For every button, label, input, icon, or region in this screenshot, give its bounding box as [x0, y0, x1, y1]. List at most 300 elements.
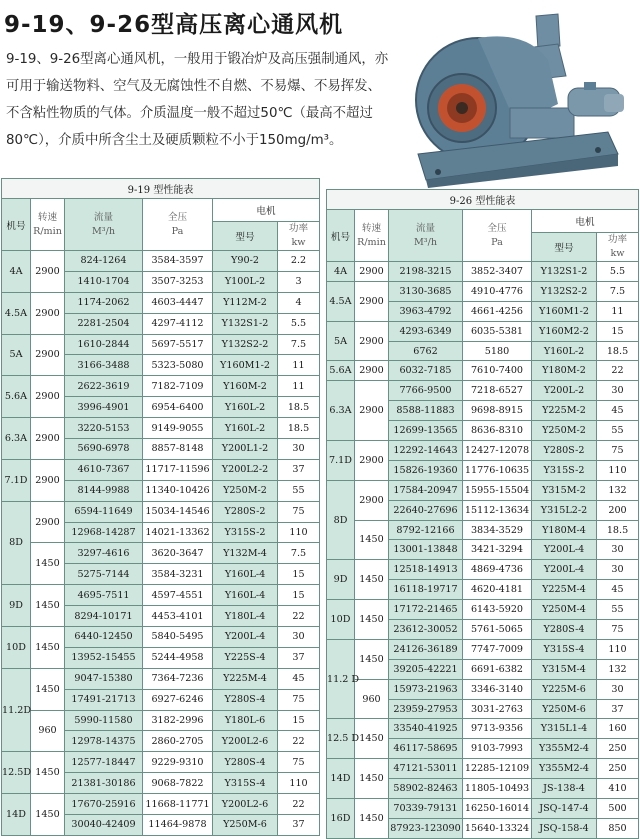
pressure-cell: 6954-6400 — [143, 397, 213, 418]
header-motor: 电机 — [532, 210, 639, 233]
power-cell: 55 — [597, 600, 639, 620]
pressure-cell: 6035-5381 — [463, 321, 532, 341]
model-cell: 4.5A — [327, 281, 355, 321]
speed-cell: 1450 — [355, 759, 389, 799]
pressure-cell: 5323-5080 — [143, 355, 213, 376]
header-model: 机号 — [327, 210, 355, 262]
header-flow: 流量 M³/h — [65, 199, 143, 251]
table-row — [327, 381, 639, 401]
pressure-cell: 8636-8310 — [463, 421, 532, 441]
table-row — [327, 679, 639, 699]
model-cell: 4A — [2, 251, 31, 293]
motor-model-cell: Y200L2-6 — [213, 794, 278, 815]
pressure-cell: 11340-10426 — [143, 480, 213, 501]
power-cell: 850 — [597, 818, 639, 838]
table-row — [2, 794, 320, 815]
motor-model-cell: Y200L-4 — [213, 627, 278, 648]
power-cell: 15 — [278, 710, 320, 731]
motor-model-cell: Y160L-2 — [213, 397, 278, 418]
header-motor-model: 型号 — [213, 222, 278, 251]
table-row — [327, 759, 639, 779]
table-row — [2, 501, 320, 522]
power-cell: 132 — [597, 659, 639, 679]
flow-cell: 824-1264 — [65, 251, 143, 272]
speed-cell: 1450 — [31, 752, 65, 794]
table-row — [2, 543, 320, 564]
pressure-cell: 5840-5495 — [143, 627, 213, 648]
power-cell: 15 — [597, 321, 639, 341]
motor-model-cell: Y200L-4 — [532, 560, 597, 580]
model-cell: 5.6A — [2, 376, 31, 418]
pressure-cell: 4620-4181 — [463, 580, 532, 600]
motor-model-cell: Y280S-4 — [213, 689, 278, 710]
table-caption: 9-26 型性能表 — [327, 190, 639, 210]
power-cell: 110 — [278, 522, 320, 543]
pressure-cell: 7364-7236 — [143, 668, 213, 689]
motor-model-cell: Y160L-4 — [213, 564, 278, 585]
power-cell: 45 — [597, 401, 639, 421]
speed-cell: 1450 — [355, 520, 389, 560]
model-cell: 7.1D — [327, 441, 355, 481]
speed-cell: 1450 — [355, 600, 389, 640]
power-cell: 30 — [597, 679, 639, 699]
speed-cell: 1450 — [31, 668, 65, 710]
flow-cell: 15826-19360 — [389, 460, 463, 480]
table-row — [2, 376, 320, 397]
flow-cell: 15973-21963 — [389, 679, 463, 699]
model-cell: 9D — [2, 585, 31, 627]
pressure-cell: 11464-9878 — [143, 815, 213, 836]
pressure-cell: 12427-12078 — [463, 441, 532, 461]
table-row — [327, 799, 639, 819]
table-caption: 9-19 型性能表 — [2, 179, 320, 199]
speed-cell: 2900 — [31, 501, 65, 543]
table-row — [2, 334, 320, 355]
table-row — [327, 719, 639, 739]
motor-model-cell: Y315S-4 — [213, 773, 278, 794]
speed-cell: 2900 — [355, 361, 389, 381]
power-cell: 7.5 — [278, 543, 320, 564]
model-cell: 10D — [327, 600, 355, 640]
speed-cell: 1450 — [31, 627, 65, 669]
speed-cell: 1450 — [355, 639, 389, 679]
header-motor: 电机 — [213, 199, 320, 222]
flow-cell: 4293-6349 — [389, 321, 463, 341]
flow-cell: 1610-2844 — [65, 334, 143, 355]
flow-cell: 17584-20947 — [389, 480, 463, 500]
model-cell: 8D — [2, 501, 31, 585]
motor-model-cell: Y180M-4 — [532, 520, 597, 540]
power-cell: 132 — [597, 480, 639, 500]
flow-cell: 5690-6978 — [65, 439, 143, 460]
power-cell: 37 — [278, 647, 320, 668]
table-row — [2, 292, 320, 313]
flow-cell: 3996-4901 — [65, 397, 143, 418]
pressure-cell: 7182-7109 — [143, 376, 213, 397]
power-cell: 22 — [278, 731, 320, 752]
speed-cell: 2900 — [355, 441, 389, 481]
motor-model-cell: Y315L2-2 — [532, 500, 597, 520]
flow-cell: 3963-4792 — [389, 301, 463, 321]
power-cell: 75 — [278, 752, 320, 773]
flow-cell: 24126-36189 — [389, 639, 463, 659]
speed-cell: 1450 — [355, 719, 389, 759]
flow-cell: 6762 — [389, 341, 463, 361]
pressure-cell: 16250-16014 — [463, 799, 532, 819]
pressure-cell: 3852-3407 — [463, 262, 532, 282]
motor-model-cell: Y160L-2 — [213, 418, 278, 439]
motor-model-cell: Y355M2-4 — [532, 739, 597, 759]
power-cell: 250 — [597, 759, 639, 779]
pressure-cell: 9149-9055 — [143, 418, 213, 439]
flow-cell: 70339-79131 — [389, 799, 463, 819]
flow-cell: 1174-2062 — [65, 292, 143, 313]
table-row — [2, 668, 320, 689]
flow-cell: 17172-21465 — [389, 600, 463, 620]
model-cell: 11.2 D — [327, 639, 355, 719]
power-cell: 5.5 — [597, 262, 639, 282]
pressure-cell: 5180 — [463, 341, 532, 361]
pressure-cell: 4453-4101 — [143, 606, 213, 627]
flow-cell: 46117-58695 — [389, 739, 463, 759]
flow-cell: 8588-11883 — [389, 401, 463, 421]
model-cell: 16D — [327, 799, 355, 839]
power-cell: 37 — [278, 815, 320, 836]
header-flow: 流量 M³/h — [389, 210, 463, 262]
power-cell: 55 — [278, 480, 320, 501]
speed-cell: 2900 — [31, 292, 65, 334]
flow-cell: 8294-10171 — [65, 606, 143, 627]
motor-model-cell: JSQ-158-4 — [532, 818, 597, 838]
table-row — [327, 361, 639, 381]
power-cell: 22 — [278, 794, 320, 815]
speed-cell: 1450 — [355, 799, 389, 839]
pressure-cell: 3584-3231 — [143, 564, 213, 585]
pressure-cell: 4661-4256 — [463, 301, 532, 321]
model-cell: 6.3A — [327, 381, 355, 441]
power-cell: 11 — [597, 301, 639, 321]
motor-model-cell: Y160M2-2 — [532, 321, 597, 341]
flow-cell: 3166-3488 — [65, 355, 143, 376]
power-cell: 7.5 — [278, 334, 320, 355]
pressure-cell: 11805-10493 — [463, 779, 532, 799]
flow-cell: 8792-12166 — [389, 520, 463, 540]
motor-model-cell: Y250M-4 — [532, 600, 597, 620]
flow-cell: 2198-3215 — [389, 262, 463, 282]
motor-model-cell: Y250M-2 — [532, 421, 597, 441]
table-row — [2, 459, 320, 480]
motor-model-cell: Y200L2-6 — [213, 731, 278, 752]
header-pressure: 全压 Pa — [463, 210, 532, 262]
motor-model-cell: Y132S2-2 — [213, 334, 278, 355]
pressure-cell: 5697-5517 — [143, 334, 213, 355]
motor-model-cell: Y280S-2 — [213, 501, 278, 522]
table-row — [327, 480, 639, 500]
speed-cell: 2900 — [355, 381, 389, 441]
pressure-cell: 9068-7822 — [143, 773, 213, 794]
power-cell: 37 — [278, 459, 320, 480]
speed-cell: 2900 — [31, 251, 65, 293]
flow-cell: 3130-3685 — [389, 281, 463, 301]
motor-model-cell: Y90-2 — [213, 251, 278, 272]
pressure-cell: 4297-4112 — [143, 313, 213, 334]
model-cell: 9D — [327, 560, 355, 600]
pressure-cell: 2860-2705 — [143, 731, 213, 752]
header-motor-model: 型号 — [532, 233, 597, 262]
power-cell: 55 — [597, 421, 639, 441]
model-cell: 11.2D — [2, 668, 31, 752]
flow-cell: 12292-14643 — [389, 441, 463, 461]
performance-table-9-19 — [1, 178, 320, 836]
speed-cell: 1450 — [31, 794, 65, 836]
motor-model-cell: Y132M-4 — [213, 543, 278, 564]
model-cell: 7.1D — [2, 459, 31, 501]
speed-cell: 960 — [355, 679, 389, 719]
motor-model-cell: Y160M1-2 — [532, 301, 597, 321]
pressure-cell: 3031-2763 — [463, 699, 532, 719]
power-cell: 11 — [278, 355, 320, 376]
power-cell: 18.5 — [278, 418, 320, 439]
pressure-cell: 9713-9356 — [463, 719, 532, 739]
power-cell: 45 — [597, 580, 639, 600]
table-row — [2, 710, 320, 731]
power-cell: 75 — [278, 689, 320, 710]
power-cell: 200 — [597, 500, 639, 520]
motor-model-cell: Y280S-4 — [532, 620, 597, 640]
flow-cell: 47121-53011 — [389, 759, 463, 779]
flow-cell: 6440-12450 — [65, 627, 143, 648]
motor-model-cell: Y180L-6 — [213, 710, 278, 731]
power-cell: 15 — [278, 564, 320, 585]
pressure-cell: 7747-7009 — [463, 639, 532, 659]
motor-model-cell: Y280S-4 — [213, 752, 278, 773]
table-row — [327, 639, 639, 659]
flow-cell: 12577-18447 — [65, 752, 143, 773]
flow-cell: 21381-30186 — [65, 773, 143, 794]
power-cell: 160 — [597, 719, 639, 739]
speed-cell: 2900 — [31, 418, 65, 460]
motor-model-cell: Y200L2-2 — [213, 459, 278, 480]
pressure-cell: 4603-4447 — [143, 292, 213, 313]
table-row — [2, 585, 320, 606]
power-cell: 4 — [278, 292, 320, 313]
model-cell: 6.3A — [2, 418, 31, 460]
motor-model-cell: Y250M-6 — [532, 699, 597, 719]
table-row — [2, 752, 320, 773]
table-row — [2, 251, 320, 272]
power-cell: 500 — [597, 799, 639, 819]
power-cell: 410 — [597, 779, 639, 799]
pressure-cell: 11776-10635 — [463, 460, 532, 480]
flow-cell: 22640-27696 — [389, 500, 463, 520]
pressure-cell: 3507-3253 — [143, 271, 213, 292]
pressure-cell: 5244-4958 — [143, 647, 213, 668]
pressure-cell: 4597-4551 — [143, 585, 213, 606]
motor-model-cell: Y250M-2 — [213, 480, 278, 501]
pressure-cell: 7610-7400 — [463, 361, 532, 381]
table-row — [327, 600, 639, 620]
table-row — [327, 262, 639, 282]
pressure-cell: 6691-6382 — [463, 659, 532, 679]
flow-cell: 7766-9500 — [389, 381, 463, 401]
pressure-cell: 15034-14546 — [143, 501, 213, 522]
model-cell: 8D — [327, 480, 355, 560]
model-cell: 10D — [2, 627, 31, 669]
motor-model-cell: Y200L-4 — [532, 540, 597, 560]
table-row — [327, 281, 639, 301]
centrifugal-fan-icon — [408, 4, 632, 188]
motor-model-cell: Y315M-2 — [532, 480, 597, 500]
motor-model-cell: Y280S-2 — [532, 441, 597, 461]
motor-model-cell: Y250M-6 — [213, 815, 278, 836]
motor-model-cell: Y225S-4 — [213, 647, 278, 668]
pressure-cell: 3346-3140 — [463, 679, 532, 699]
speed-cell: 2900 — [355, 262, 389, 282]
flow-cell: 5275-7144 — [65, 564, 143, 585]
motor-model-cell: Y160L-2 — [532, 341, 597, 361]
flow-cell: 4610-7367 — [65, 459, 143, 480]
motor-model-cell: Y132S1-2 — [532, 262, 597, 282]
flow-cell: 30040-42409 — [65, 815, 143, 836]
motor-model-cell: Y225M-2 — [532, 401, 597, 421]
pressure-cell: 5761-5065 — [463, 620, 532, 640]
flow-cell: 6032-7185 — [389, 361, 463, 381]
power-cell: 30 — [597, 381, 639, 401]
flow-cell: 39205-42221 — [389, 659, 463, 679]
table-row — [2, 418, 320, 439]
header-power: 功率 kw — [278, 222, 320, 251]
flow-cell: 16118-19717 — [389, 580, 463, 600]
pressure-cell: 9103-7993 — [463, 739, 532, 759]
speed-cell: 2900 — [355, 480, 389, 520]
flow-cell: 33540-41925 — [389, 719, 463, 739]
pressure-cell: 11717-11596 — [143, 459, 213, 480]
flow-cell: 9047-15380 — [65, 668, 143, 689]
pressure-cell: 15112-13634 — [463, 500, 532, 520]
motor-model-cell: Y180M-2 — [532, 361, 597, 381]
power-cell: 5.5 — [278, 313, 320, 334]
speed-cell: 2900 — [31, 334, 65, 376]
flow-cell: 3297-4616 — [65, 543, 143, 564]
pressure-cell: 8857-8148 — [143, 439, 213, 460]
flow-cell: 23959-27953 — [389, 699, 463, 719]
power-cell: 75 — [597, 620, 639, 640]
power-cell: 18.5 — [597, 341, 639, 361]
pressure-cell: 4869-4736 — [463, 560, 532, 580]
model-cell: 4A — [327, 262, 355, 282]
pressure-cell: 9698-8915 — [463, 401, 532, 421]
power-cell: 22 — [278, 606, 320, 627]
motor-model-cell: Y315L1-4 — [532, 719, 597, 739]
power-cell: 37 — [597, 699, 639, 719]
model-cell: 4.5A — [2, 292, 31, 334]
motor-model-cell: Y355M2-4 — [532, 759, 597, 779]
pressure-cell: 15640-13324 — [463, 818, 532, 838]
flow-cell: 23612-30052 — [389, 620, 463, 640]
model-cell: 14D — [327, 759, 355, 799]
power-cell: 15 — [278, 585, 320, 606]
flow-cell: 13952-15455 — [65, 647, 143, 668]
model-cell: 12.5 D — [327, 719, 355, 759]
motor-model-cell: Y315S-4 — [532, 639, 597, 659]
table-row — [327, 520, 639, 540]
table-row — [2, 627, 320, 648]
pressure-cell: 12285-12109 — [463, 759, 532, 779]
header-speed: 转速 R/min — [355, 210, 389, 262]
motor-model-cell: Y160M1-2 — [213, 355, 278, 376]
power-cell: 30 — [278, 627, 320, 648]
model-cell: 5.6A — [327, 361, 355, 381]
motor-model-cell: Y225M-4 — [213, 668, 278, 689]
pressure-cell: 6143-5920 — [463, 600, 532, 620]
pressure-cell: 7218-6527 — [463, 381, 532, 401]
power-cell: 18.5 — [597, 520, 639, 540]
motor-model-cell: Y200L1-2 — [213, 439, 278, 460]
motor-model-cell: Y315S-2 — [532, 460, 597, 480]
motor-model-cell: Y100L-2 — [213, 271, 278, 292]
speed-cell: 960 — [31, 710, 65, 752]
flow-cell: 5990-11580 — [65, 710, 143, 731]
power-cell: 110 — [597, 639, 639, 659]
header-speed: 转速 R/min — [31, 199, 65, 251]
pressure-cell: 3620-3647 — [143, 543, 213, 564]
pressure-cell: 4910-4776 — [463, 281, 532, 301]
motor-model-cell: Y315M-4 — [532, 659, 597, 679]
performance-table-9-26 — [326, 189, 639, 839]
motor-model-cell: JS-138-4 — [532, 779, 597, 799]
power-cell: 30 — [278, 439, 320, 460]
flow-cell: 58902-82463 — [389, 779, 463, 799]
power-cell: 110 — [597, 460, 639, 480]
power-cell: 45 — [278, 668, 320, 689]
motor-model-cell: JSQ-147-4 — [532, 799, 597, 819]
motor-model-cell: Y225M-6 — [532, 679, 597, 699]
flow-cell: 17491-21713 — [65, 689, 143, 710]
pressure-cell: 3182-2996 — [143, 710, 213, 731]
pressure-cell: 15955-15504 — [463, 480, 532, 500]
page-title: 9-19、9-26型高压离心通风机 — [4, 12, 344, 38]
pressure-cell: 3834-3529 — [463, 520, 532, 540]
speed-cell: 2900 — [31, 376, 65, 418]
motor-model-cell: Y160M-2 — [213, 376, 278, 397]
table-row — [327, 321, 639, 341]
flow-cell: 4695-7511 — [65, 585, 143, 606]
pressure-cell: 11668-11771 — [143, 794, 213, 815]
power-cell: 250 — [597, 739, 639, 759]
speed-cell: 2900 — [355, 321, 389, 361]
power-cell: 75 — [278, 501, 320, 522]
flow-cell: 12968-14287 — [65, 522, 143, 543]
table-row — [327, 441, 639, 461]
pressure-cell: 3421-3294 — [463, 540, 532, 560]
power-cell: 75 — [597, 441, 639, 461]
speed-cell: 1450 — [31, 585, 65, 627]
flow-cell: 13001-13848 — [389, 540, 463, 560]
pressure-cell: 6927-6246 — [143, 689, 213, 710]
motor-model-cell: Y315S-2 — [213, 522, 278, 543]
pressure-cell: 3584-3597 — [143, 251, 213, 272]
model-cell: 5A — [327, 321, 355, 361]
model-cell: 5A — [2, 334, 31, 376]
flow-cell: 12978-14375 — [65, 731, 143, 752]
flow-cell: 2281-2504 — [65, 313, 143, 334]
model-cell: 12.5D — [2, 752, 31, 794]
intro-paragraph: 9-19、9-26型离心通风机，一般用于锻冶炉及高压强制通风，亦可用于输送物料、空气及无腐蚀性不自燃、不易爆、不易挥发、不含粘性物质的气体。介质温度一般不超过50℃（最高不超过80℃），介质中所含尘土及硬质颗粒不小于150mg/m³。 — [6, 52, 389, 148]
header-model: 机号 — [2, 199, 31, 251]
flow-cell: 3220-5153 — [65, 418, 143, 439]
power-cell: 7.5 — [597, 281, 639, 301]
motor-model-cell: Y132S1-2 — [213, 313, 278, 334]
